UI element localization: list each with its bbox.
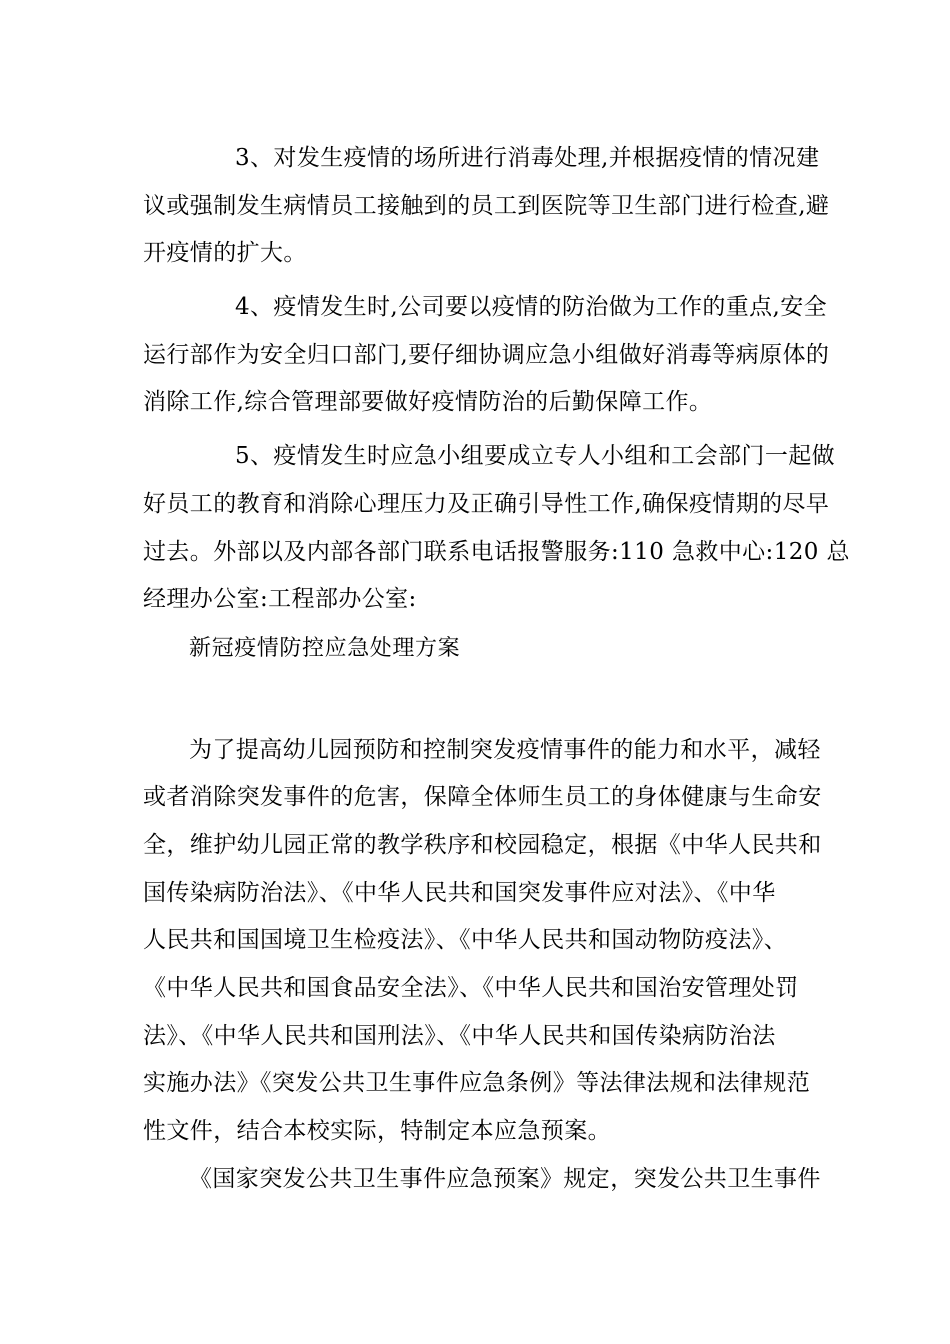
intro-paragraph-line-2: 或者消除突发事件的危害，保障全体师生员工的身体健康与生命安 [143,784,822,810]
section-title: 新冠疫情防控应急处理方案 [189,636,461,661]
plan-paragraph-line-1: 《国家突发公共卫生事件应急预案》规定，突发公共卫生事件 [189,1166,821,1192]
intro-paragraph-line-1: 为了提高幼儿园预防和控制突发疫情事件的能力和水平，减轻 [189,737,821,763]
paragraph-4-line-3: 消除工作,综合管理部要做好疫情防治的后勤保障工作。 [143,389,713,415]
paragraph-3-line-3: 开疫情的扩大。 [143,240,307,266]
intro-paragraph-line-8: 实施办法》《突发公共卫生事件应急条例》等法律法规和法律规范 [143,1070,811,1096]
intro-paragraph-line-6: 《中华人民共和国食品安全法》、《中华人民共和国治安管理处罚 [143,975,799,1001]
intro-paragraph-line-5: 人民共和国国境卫生检疫法》、《中华人民共和国动物防疫法》、 [143,927,788,953]
paragraph-5-line-3: 过去。外部以及内部各部门联系电话报警服务:110 急救中心:120 总 [143,539,850,565]
paragraph-5-line-4: 经理办公室:工程部办公室: [143,586,417,612]
paragraph-3-line-2: 议或强制发生病情员工接触到的员工到医院等卫生部门进行检查,避 [143,193,830,219]
intro-paragraph-line-7: 法》、《中华人民共和国刑法》、《中华人民共和国传染病防治法 [143,1023,776,1049]
paragraph-3-line-1: 3、对发生疫情的场所进行消毒处理,并根据疫情的情况建 [235,145,820,171]
intro-paragraph-line-4: 国传染病防治法》、《中华人民共和国突发事件应对法》、《中华 [143,880,776,906]
paragraph-5-line-2: 好员工的教育和消除心理压力及正确引导性工作,确保疫情期的尽早 [143,491,830,517]
paragraph-5-line-1: 5、疫情发生时应急小组要成立专人小组和工会部门一起做 [235,443,836,469]
paragraph-4-line-2: 运行部作为安全归口部门,要仔细协调应急小组做好消毒等病原体的 [143,342,830,368]
paragraph-4-line-1: 4、疫情发生时,公司要以疫情的防治做为工作的重点,安全 [235,294,828,320]
intro-paragraph-line-9: 性文件，结合本校实际，特制定本应急预案。 [143,1118,611,1144]
intro-paragraph-line-3: 全，维护幼儿园正常的教学秩序和校园稳定，根据《中华人民共和 [143,832,822,858]
